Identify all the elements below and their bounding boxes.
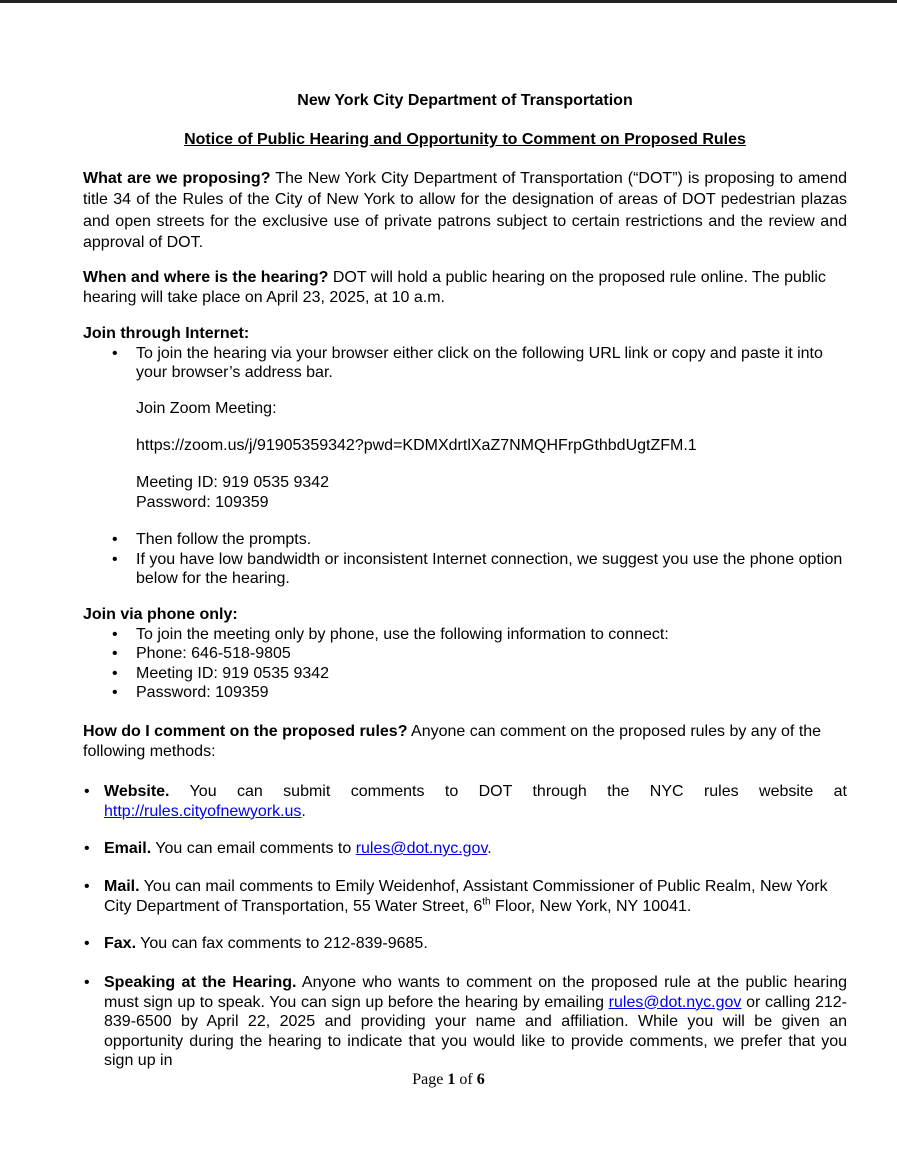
list-item: • If you have low bandwidth or inconsistent Internet connection, we suggest you use the phone option below for the hearing. (83, 550, 847, 589)
window-top-border (0, 0, 897, 3)
proposal-text: The New York City Department of Transportation (“DOT”) is proposing to amend title 34 of the Rules of the City of New York to allow for the designation of areas of DOT pedestrian plazas and open streets for the exclusive use of private patrons subject to certain restrictions and the review and approval of DOT. (83, 170, 847, 251)
phone-heading: Join via phone only: (83, 606, 238, 623)
list-item: • To join the hearing via your browser either click on the following URL link or copy and paste it into your browser’s address bar. (83, 344, 847, 383)
punct: . (301, 802, 306, 820)
total-pages: 6 (476, 1071, 485, 1088)
of-word: of (455, 1071, 477, 1088)
list-item: • Phone: 646-518-9805 (83, 644, 847, 664)
fax-text: You can fax comments to 212-839-9685. (136, 935, 428, 952)
method-website (83, 782, 847, 821)
notice-title: Notice of Public Hearing and Opportunity to Comment on Proposed Rules (184, 131, 746, 148)
punct: . (487, 840, 492, 857)
list-item: • Then follow the prompts. (83, 530, 847, 550)
method-email (83, 839, 847, 859)
speak-email-link[interactable]: rules@dot.nyc.gov (608, 993, 742, 1011)
hearing-paragraph (83, 268, 847, 307)
comment-text: Anyone can comment on the proposed rules by any of the following methods: (83, 723, 822, 760)
mail-label: Mail. (104, 878, 140, 895)
comment-question: How do I comment on the proposed rules? (83, 723, 408, 740)
email-label: Email. (104, 840, 152, 857)
email-text: You can email comments to (151, 840, 356, 857)
list-item: • Password: 109359 (83, 683, 847, 703)
mail-text: You can mail comments to Emily Weidenhof, Assistant Commissioner of Public Realm, New York City Department of Transportation, 55 Water Street, 6 (104, 878, 828, 915)
method-mail (83, 877, 847, 916)
page-word: Page (412, 1071, 448, 1088)
internet-bullets (83, 530, 847, 589)
rules-website-link[interactable]: http://rules.cityofnewyork.us (104, 802, 302, 820)
method-speaking (83, 973, 847, 1071)
zoom-credentials (83, 473, 897, 512)
org-title: New York City Department of Transportation (297, 92, 633, 109)
hearing-text: DOT will hold a public hearing on the proposed rule online. The public hearing will take place on April 23, 2025, at 10 a.m. (83, 269, 826, 306)
website-text: You can submit comments to DOT through the NYC rules website at (169, 783, 847, 800)
internet-section (83, 324, 847, 383)
mail-end: Floor, New York, NY 10041. (490, 897, 692, 915)
zoom-label: Join Zoom Meeting: (136, 400, 277, 417)
phone-section (83, 605, 847, 703)
proposal-paragraph (83, 168, 847, 253)
internet-heading: Join through Internet: (83, 325, 250, 342)
zoom-url[interactable]: https://zoom.us/j/91905359342?pwd=KDMXdrtlXaZ7NMQHFrpGthbdUgtZFM.1 (136, 437, 697, 454)
speak-end: or calling 212-839-6500 by April 22, 2025 and providing your name and affiliation. While you will be given an opportunity during the hearing to indicate that you would like to provide comments, we prefer that you sign up in (104, 993, 847, 1069)
speak-label: Speaking at the Hearing. (104, 974, 297, 991)
hearing-question: When and where is the hearing? (83, 269, 329, 286)
email-link[interactable]: rules@dot.nyc.gov (355, 840, 488, 857)
website-label: Website. (104, 783, 170, 800)
comment-paragraph (83, 722, 847, 761)
fax-label: Fax. (104, 935, 137, 952)
speak-text: Anyone who wants to comment on the proposed rule at the public hearing must sign up to speak. You can sign up before the hearing by emailing (104, 974, 847, 1011)
ordinal-suffix: th (482, 896, 491, 908)
proposal-question: What are we proposing? (83, 170, 271, 187)
list-item: • Meeting ID: 919 0535 9342 (83, 664, 847, 684)
meeting-id: Meeting ID: 919 0535 9342 (136, 474, 330, 491)
password: Password: 109359 (136, 493, 269, 511)
current-page: 1 (447, 1071, 456, 1088)
list-item: • To join the meeting only by phone, use the following information to connect: (83, 625, 847, 645)
method-fax (83, 934, 847, 954)
page-number (0, 1071, 897, 1089)
